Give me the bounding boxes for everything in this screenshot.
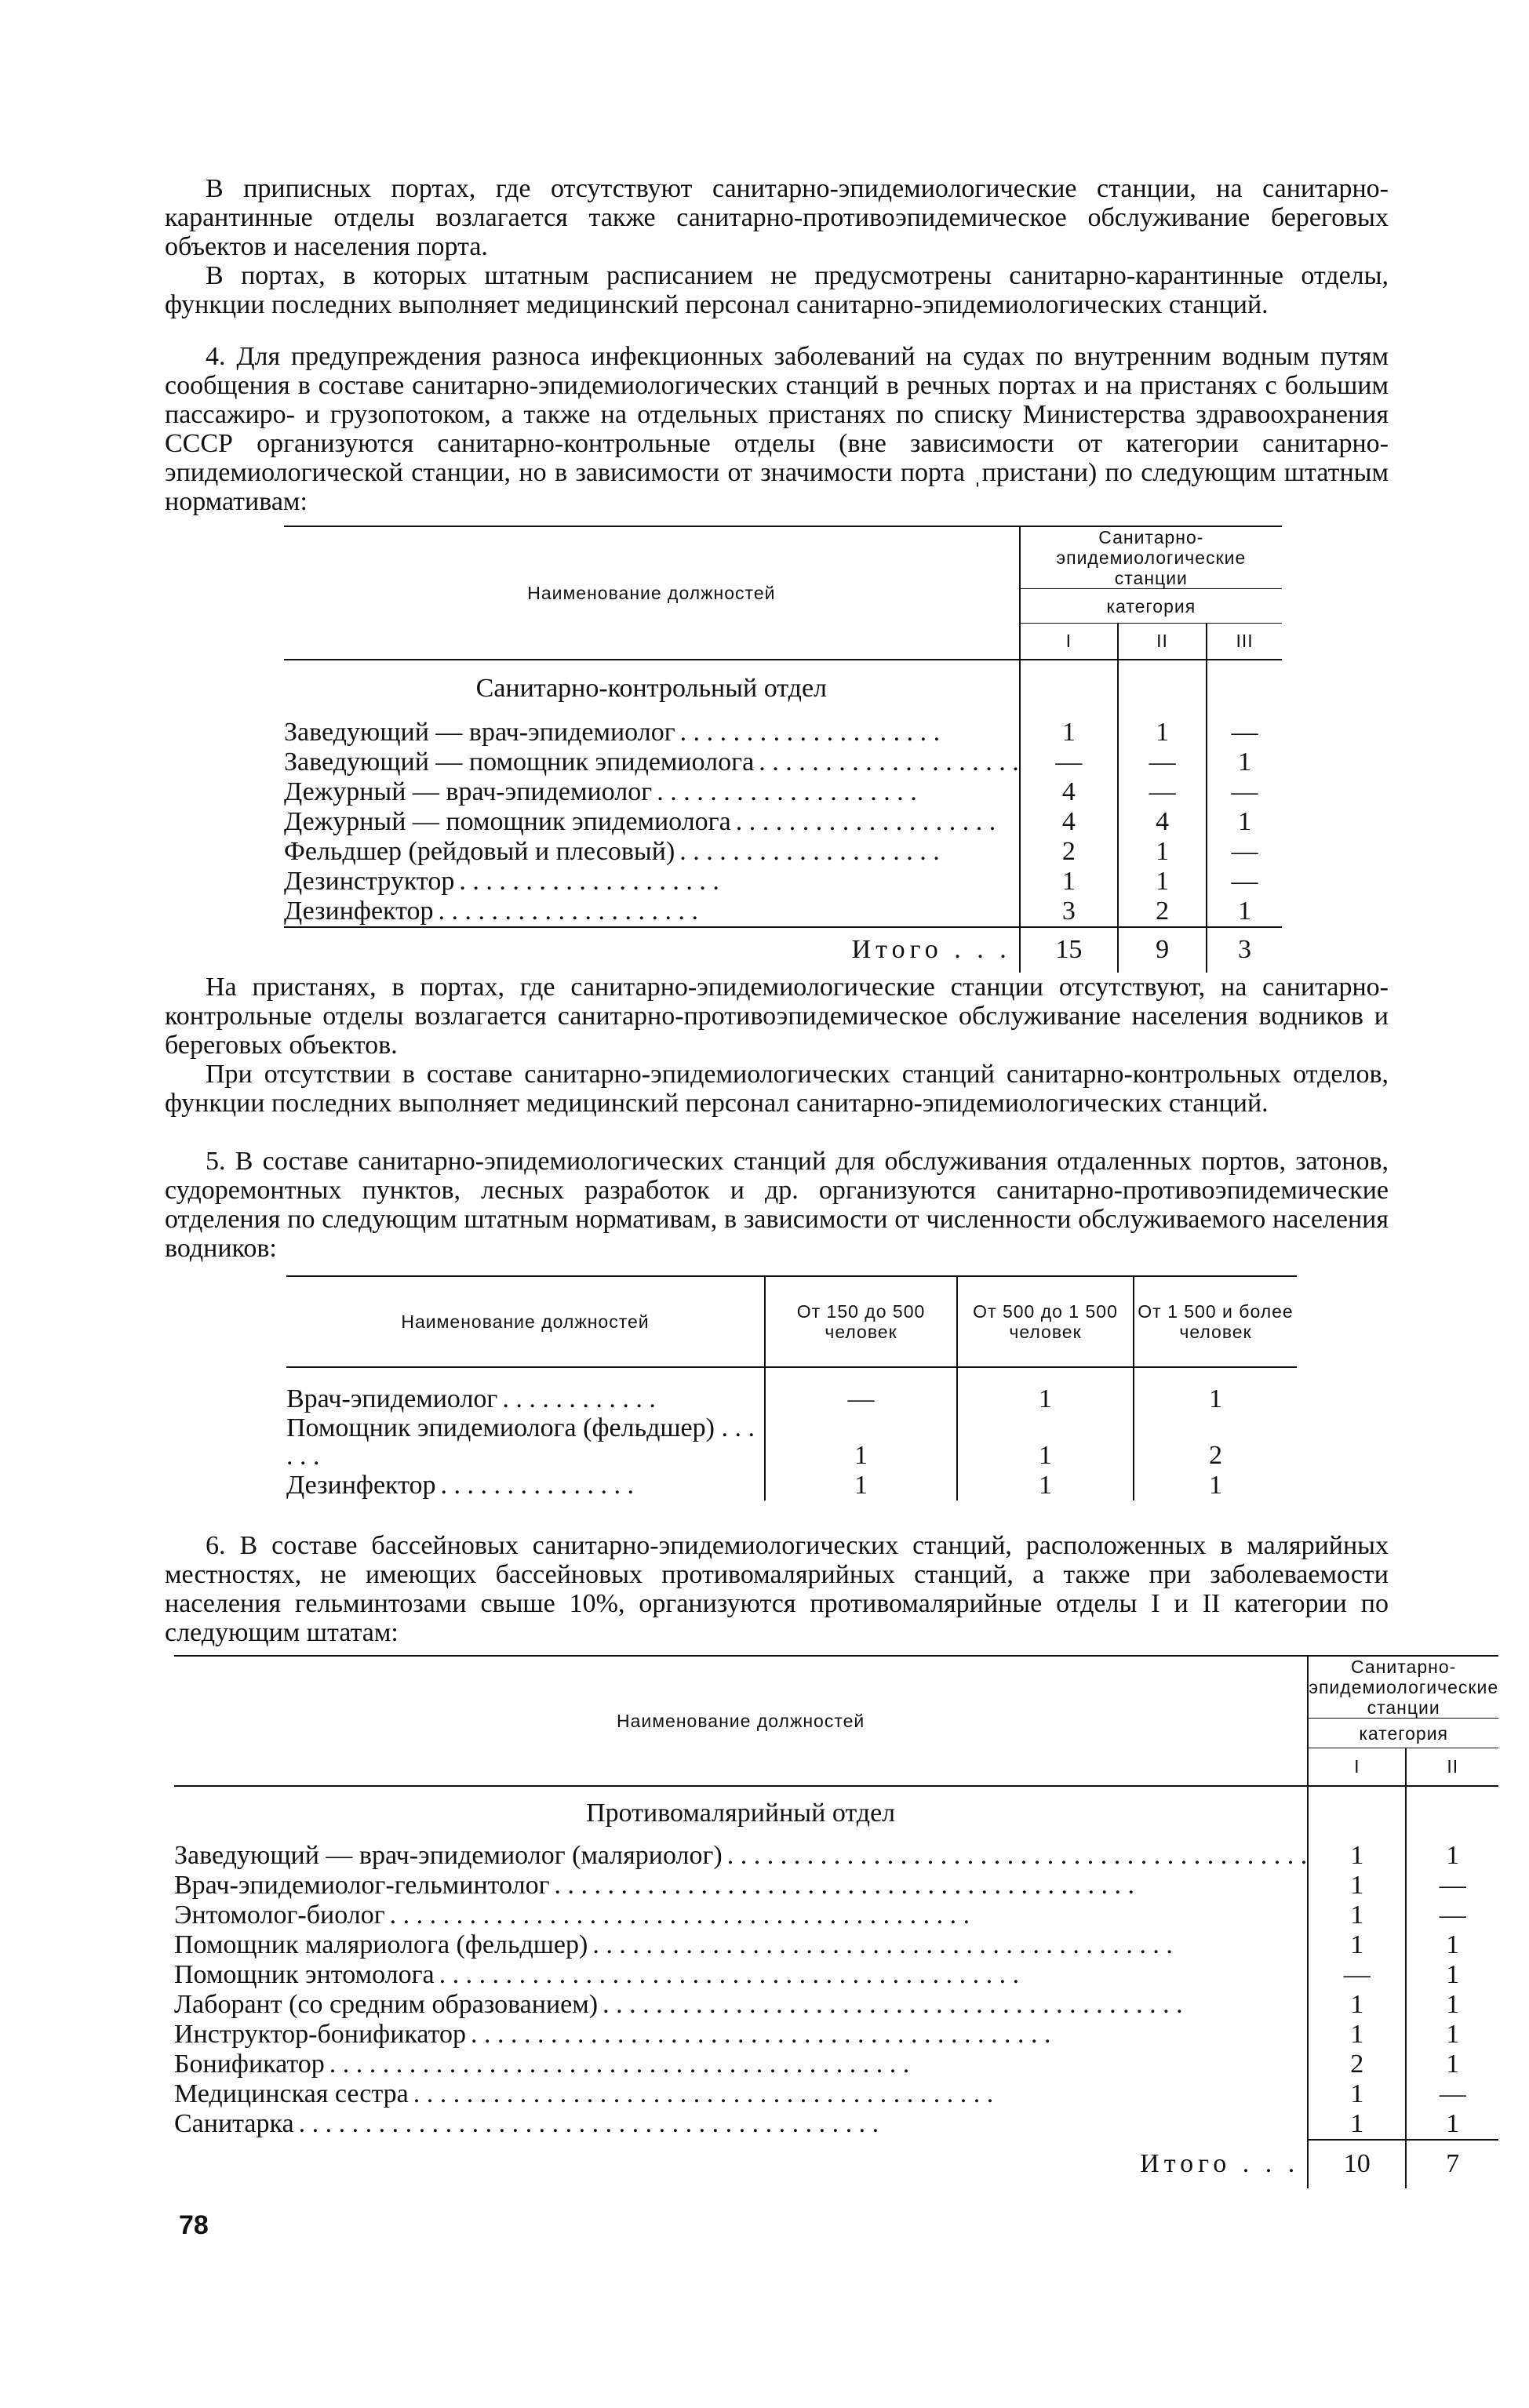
- paragraph-3: 4. Для предупреждения разноса инфекционных заболеваний на судах по внутренним водным путям сообщения в составе санитарно-эпидемиологических станций в речных портах и на пристанях с большим пассажиро- и грузопотоком, а также на отдельных пристанях по списку Министерства здравоохранения СССР организуются санитарно-контрольные отделы (вне зависимости от категории санитарно-эпидемиологической станции, но в зависимости от значимости порта ˌпристани) по следующим штатным нормативам:: [165, 342, 1389, 516]
- row-value: 1: [1406, 1841, 1498, 1871]
- table1-cat-header: III: [1207, 624, 1282, 660]
- row-value: 1: [1308, 1871, 1406, 1901]
- table1-group-header: Санитарно-эпидемиологические станции: [1020, 526, 1282, 589]
- row-name: Врач-эпидемиолог-гельминтолог. . . . . . . . . . . . . . . . . . . . . . . . . . . . . . . . . . . . . . . . . . . .: [174, 1870, 1135, 1900]
- row-value: 1: [957, 1471, 1134, 1500]
- row-value: 1: [1308, 2109, 1406, 2140]
- row-name: Дезинфектор. . . . . . . . . . . . . . .: [286, 1471, 635, 1500]
- paragraph-2: В портах, в которых штатным расписанием не предусмотрены санитарно-карантинные отделы, функции последних выполняет медицинский персонал санитарно-эпидемиологических станций.: [165, 261, 1389, 319]
- row-value: —: [1406, 2079, 1498, 2109]
- row-name: Заведующий — помощник эпидемиолога. . . . . . . . . . . . . . . . . . . .: [284, 747, 1019, 777]
- row-value: —: [1118, 777, 1207, 807]
- table-row: [284, 867, 1282, 897]
- row-value: —: [1207, 867, 1282, 897]
- table-row: [174, 1960, 1498, 1990]
- row-value: 2: [1118, 897, 1207, 927]
- row-name: Фельдшер (рейдовый и плесовый). . . . . . . . . . . . . . . . . . . .: [284, 836, 940, 866]
- paragraph-6: 5. В составе санитарно-эпидемиологических станций для обслуживания отдаленных портов, затонов, судоремонтных пунктов, лесных разработок и др. организуются санитарно-противоэпидемические отделения по следующим штатным нормативам, в зависимости от численности обслуживаемого населения водников:: [165, 1147, 1389, 1263]
- row-name: Медицинская сестра. . . . . . . . . . . . . . . . . . . . . . . . . . . . . . . . . . . . . . . . . . . .: [174, 2079, 994, 2108]
- table-row: [284, 747, 1282, 777]
- paragraph-1: В приписных портах, где отсутствуют санитарно-эпидемиологические станции, на санитарно-карантинные отделы возлагается также санитарно-противоэпидемическое обслуживание береговых объектов и населения порта.: [165, 174, 1389, 261]
- row-value: 1: [1406, 1930, 1498, 1960]
- row-value: 1: [1207, 897, 1282, 927]
- row-value: 1: [1118, 867, 1207, 897]
- table-row: [286, 1414, 1297, 1471]
- row-value: 2: [1308, 2050, 1406, 2079]
- total-label: Итого . . .: [851, 935, 1011, 964]
- table3-category-header: категория: [1308, 1719, 1498, 1748]
- row-value: 1: [1406, 1960, 1498, 1990]
- table-row: [174, 1871, 1498, 1901]
- table3-section-title: Противомалярийный отдел: [586, 1799, 896, 1828]
- row-value: 1: [1308, 1990, 1406, 2020]
- row-name: Санитарка. . . . . . . . . . . . . . . . . . . . . . . . . . . . . . . . . . . . . . . . . . . .: [174, 2109, 879, 2138]
- table2-col-name-header: Наименование должностей: [401, 1311, 650, 1332]
- row-value: 4: [1020, 777, 1118, 807]
- row-name: Энтомолог-биолог. . . . . . . . . . . . . . . . . . . . . . . . . . . . . . . . . . . . . . . . . . . .: [174, 1900, 970, 1930]
- row-value: 1: [1308, 1901, 1406, 1930]
- row-value: 4: [1118, 807, 1207, 837]
- table2-col-header: От 500 до 1 500 человек: [957, 1276, 1134, 1367]
- row-value: —: [1308, 1960, 1406, 1990]
- row-name: Заведующий — врач-эпидемиолог. . . . . . . . . . . . . . . . . . . .: [284, 717, 941, 747]
- row-value: 2: [1134, 1414, 1297, 1471]
- row-name: Помощник маляриолога (фельдшер). . . . . . . . . . . . . . . . . . . . . . . . . . . . . . . . . . . . . . . . . . . .: [174, 1930, 1173, 1959]
- row-value: 1: [1308, 1841, 1406, 1871]
- row-name: Дезинструктор. . . . . . . . . . . . . . . . . . . .: [284, 866, 719, 896]
- table-row: [174, 2020, 1498, 2050]
- table-row: [286, 1471, 1297, 1500]
- row-name: Врач-эпидемиолог. . . . . . . . . . . .: [286, 1384, 656, 1413]
- row-name: Бонификатор. . . . . . . . . . . . . . . . . . . . . . . . . . . . . . . . . . . . . . . . . . . .: [174, 2049, 910, 2079]
- row-value: 2: [1020, 837, 1118, 867]
- row-value: 1: [1406, 2020, 1498, 2050]
- row-value: —: [1207, 718, 1282, 747]
- table-row: [174, 1901, 1498, 1930]
- paragraph-4: На пристанях, в портах, где санитарно-эпидемиологические станции отсутствуют, на санитарно-контрольные отделы возлагается санитарно-противоэпидемическое обслуживание населения водников и береговых объектов.: [165, 973, 1389, 1060]
- total-value: 15: [1020, 927, 1118, 973]
- row-value: 1: [1308, 2020, 1406, 2050]
- table2-col-header: От 1 500 и более человек: [1134, 1276, 1297, 1367]
- table-row: [284, 718, 1282, 747]
- row-value: 1: [1406, 2109, 1498, 2140]
- table1-section-title: Санитарно-контрольный отдел: [475, 674, 828, 703]
- table-antimalaria: [174, 1655, 1498, 2188]
- table1-cat-header: II: [1118, 624, 1207, 660]
- paragraph-7: 6. В составе бассейновых санитарно-эпидемиологических станций, расположенных в малярийных местностях, не имеющих бассейновых противомалярийных станций, а также при заболеваемости населения гельминтозами свыше 10%, организуются противомалярийные отделы I и II категории по следующим штатам:: [165, 1531, 1389, 1647]
- row-value: —: [1207, 837, 1282, 867]
- table-row: [284, 897, 1282, 927]
- row-value: —: [1406, 1871, 1498, 1901]
- total-label: Итого . . .: [1140, 2148, 1300, 2178]
- total-value: 9: [1118, 927, 1207, 973]
- table-row: [174, 2109, 1498, 2140]
- table3-cat-header: I: [1308, 1748, 1406, 1786]
- table-row: [174, 1930, 1498, 1960]
- row-value: 1: [957, 1384, 1134, 1414]
- row-value: 1: [957, 1414, 1134, 1471]
- row-name: Инструктор-бонификатор. . . . . . . . . . . . . . . . . . . . . . . . . . . . . . . . . . . . . . . . . . . .: [174, 2019, 1051, 2049]
- row-value: 1: [765, 1414, 957, 1471]
- table-row: [284, 837, 1282, 867]
- row-value: 1: [1134, 1471, 1297, 1500]
- row-value: 1: [1118, 718, 1207, 747]
- row-value: 1: [1308, 2079, 1406, 2109]
- table-row: [174, 2079, 1498, 2109]
- table-row: [286, 1384, 1297, 1414]
- row-value: 1: [1020, 718, 1118, 747]
- row-value: 4: [1020, 807, 1118, 837]
- table1-cat-header: I: [1020, 624, 1118, 660]
- page-number: 78: [179, 2210, 209, 2240]
- table-row: [174, 1990, 1498, 2020]
- table-row: [284, 807, 1282, 837]
- table-total-row: [284, 927, 1282, 973]
- row-value: 1: [1207, 747, 1282, 777]
- table-total-row: [174, 2140, 1498, 2188]
- row-name: Помощник энтомолога. . . . . . . . . . . . . . . . . . . . . . . . . . . . . . . . . . . . . . . . . . . .: [174, 1959, 1020, 1989]
- table-row: [174, 1841, 1498, 1871]
- total-value: 10: [1308, 2140, 1406, 2188]
- row-name: Дежурный — помощник эпидемиолога. . . . . . . . . . . . . . . . . . . .: [284, 806, 996, 836]
- row-value: —: [1020, 747, 1118, 777]
- row-value: 1: [1308, 1930, 1406, 1960]
- row-name: Заведующий — врач-эпидемиолог (маляриолог). . . . . . . . . . . . . . . . . . . . . . . . . . . . . . . . . . . . . . . . . . . .: [174, 1840, 1308, 1870]
- row-value: 1: [1406, 1990, 1498, 2020]
- row-value: 1: [1207, 807, 1282, 837]
- row-value: 3: [1020, 897, 1118, 927]
- table3-group-header: Санитарно-эпидемиологические станции: [1309, 1657, 1499, 1718]
- total-value: 7: [1406, 2140, 1498, 2188]
- table-sanitary-control: [284, 526, 1282, 973]
- row-name: Дежурный — врач-эпидемиолог. . . . . . . . . . . . . . . . . . . .: [284, 777, 917, 806]
- table2-col-header: От 150 до 500 человек: [765, 1276, 957, 1367]
- table1-category-header: категория: [1020, 589, 1282, 624]
- row-value: —: [1207, 777, 1282, 807]
- row-value: 1: [1020, 867, 1118, 897]
- row-name: Лаборант (со средним образованием). . . . . . . . . . . . . . . . . . . . . . . . . . . . . . . . . . . . . . . . . . . .: [174, 1989, 1183, 2019]
- table1-col-name-header: Наименование должностей: [284, 526, 1020, 660]
- table3-cat-header: II: [1406, 1748, 1498, 1786]
- row-name: Дезинфектор. . . . . . . . . . . . . . . . . . . .: [284, 896, 699, 926]
- row-value: 1: [765, 1471, 957, 1500]
- row-value: —: [1118, 747, 1207, 777]
- table-row: [174, 2050, 1498, 2079]
- row-value: —: [765, 1384, 957, 1414]
- row-name: Помощник эпидемиолога (фельдшер) . . . . . .: [286, 1413, 755, 1471]
- table3-col-name-header: Наименование должностей: [174, 1656, 1308, 1786]
- row-value: 1: [1406, 2050, 1498, 2079]
- paragraph-5: При отсутствии в составе санитарно-эпидемиологических станций санитарно-контрольных отделов, функции последних выполняет медицинский персонал санитарно-эпидемиологических станций.: [165, 1060, 1389, 1118]
- total-value: 3: [1207, 927, 1282, 973]
- row-value: —: [1406, 1901, 1498, 1930]
- table-antiepidemic-units: [286, 1275, 1297, 1500]
- table-row: [284, 777, 1282, 807]
- row-value: 1: [1118, 837, 1207, 867]
- row-value: 1: [1134, 1384, 1297, 1414]
